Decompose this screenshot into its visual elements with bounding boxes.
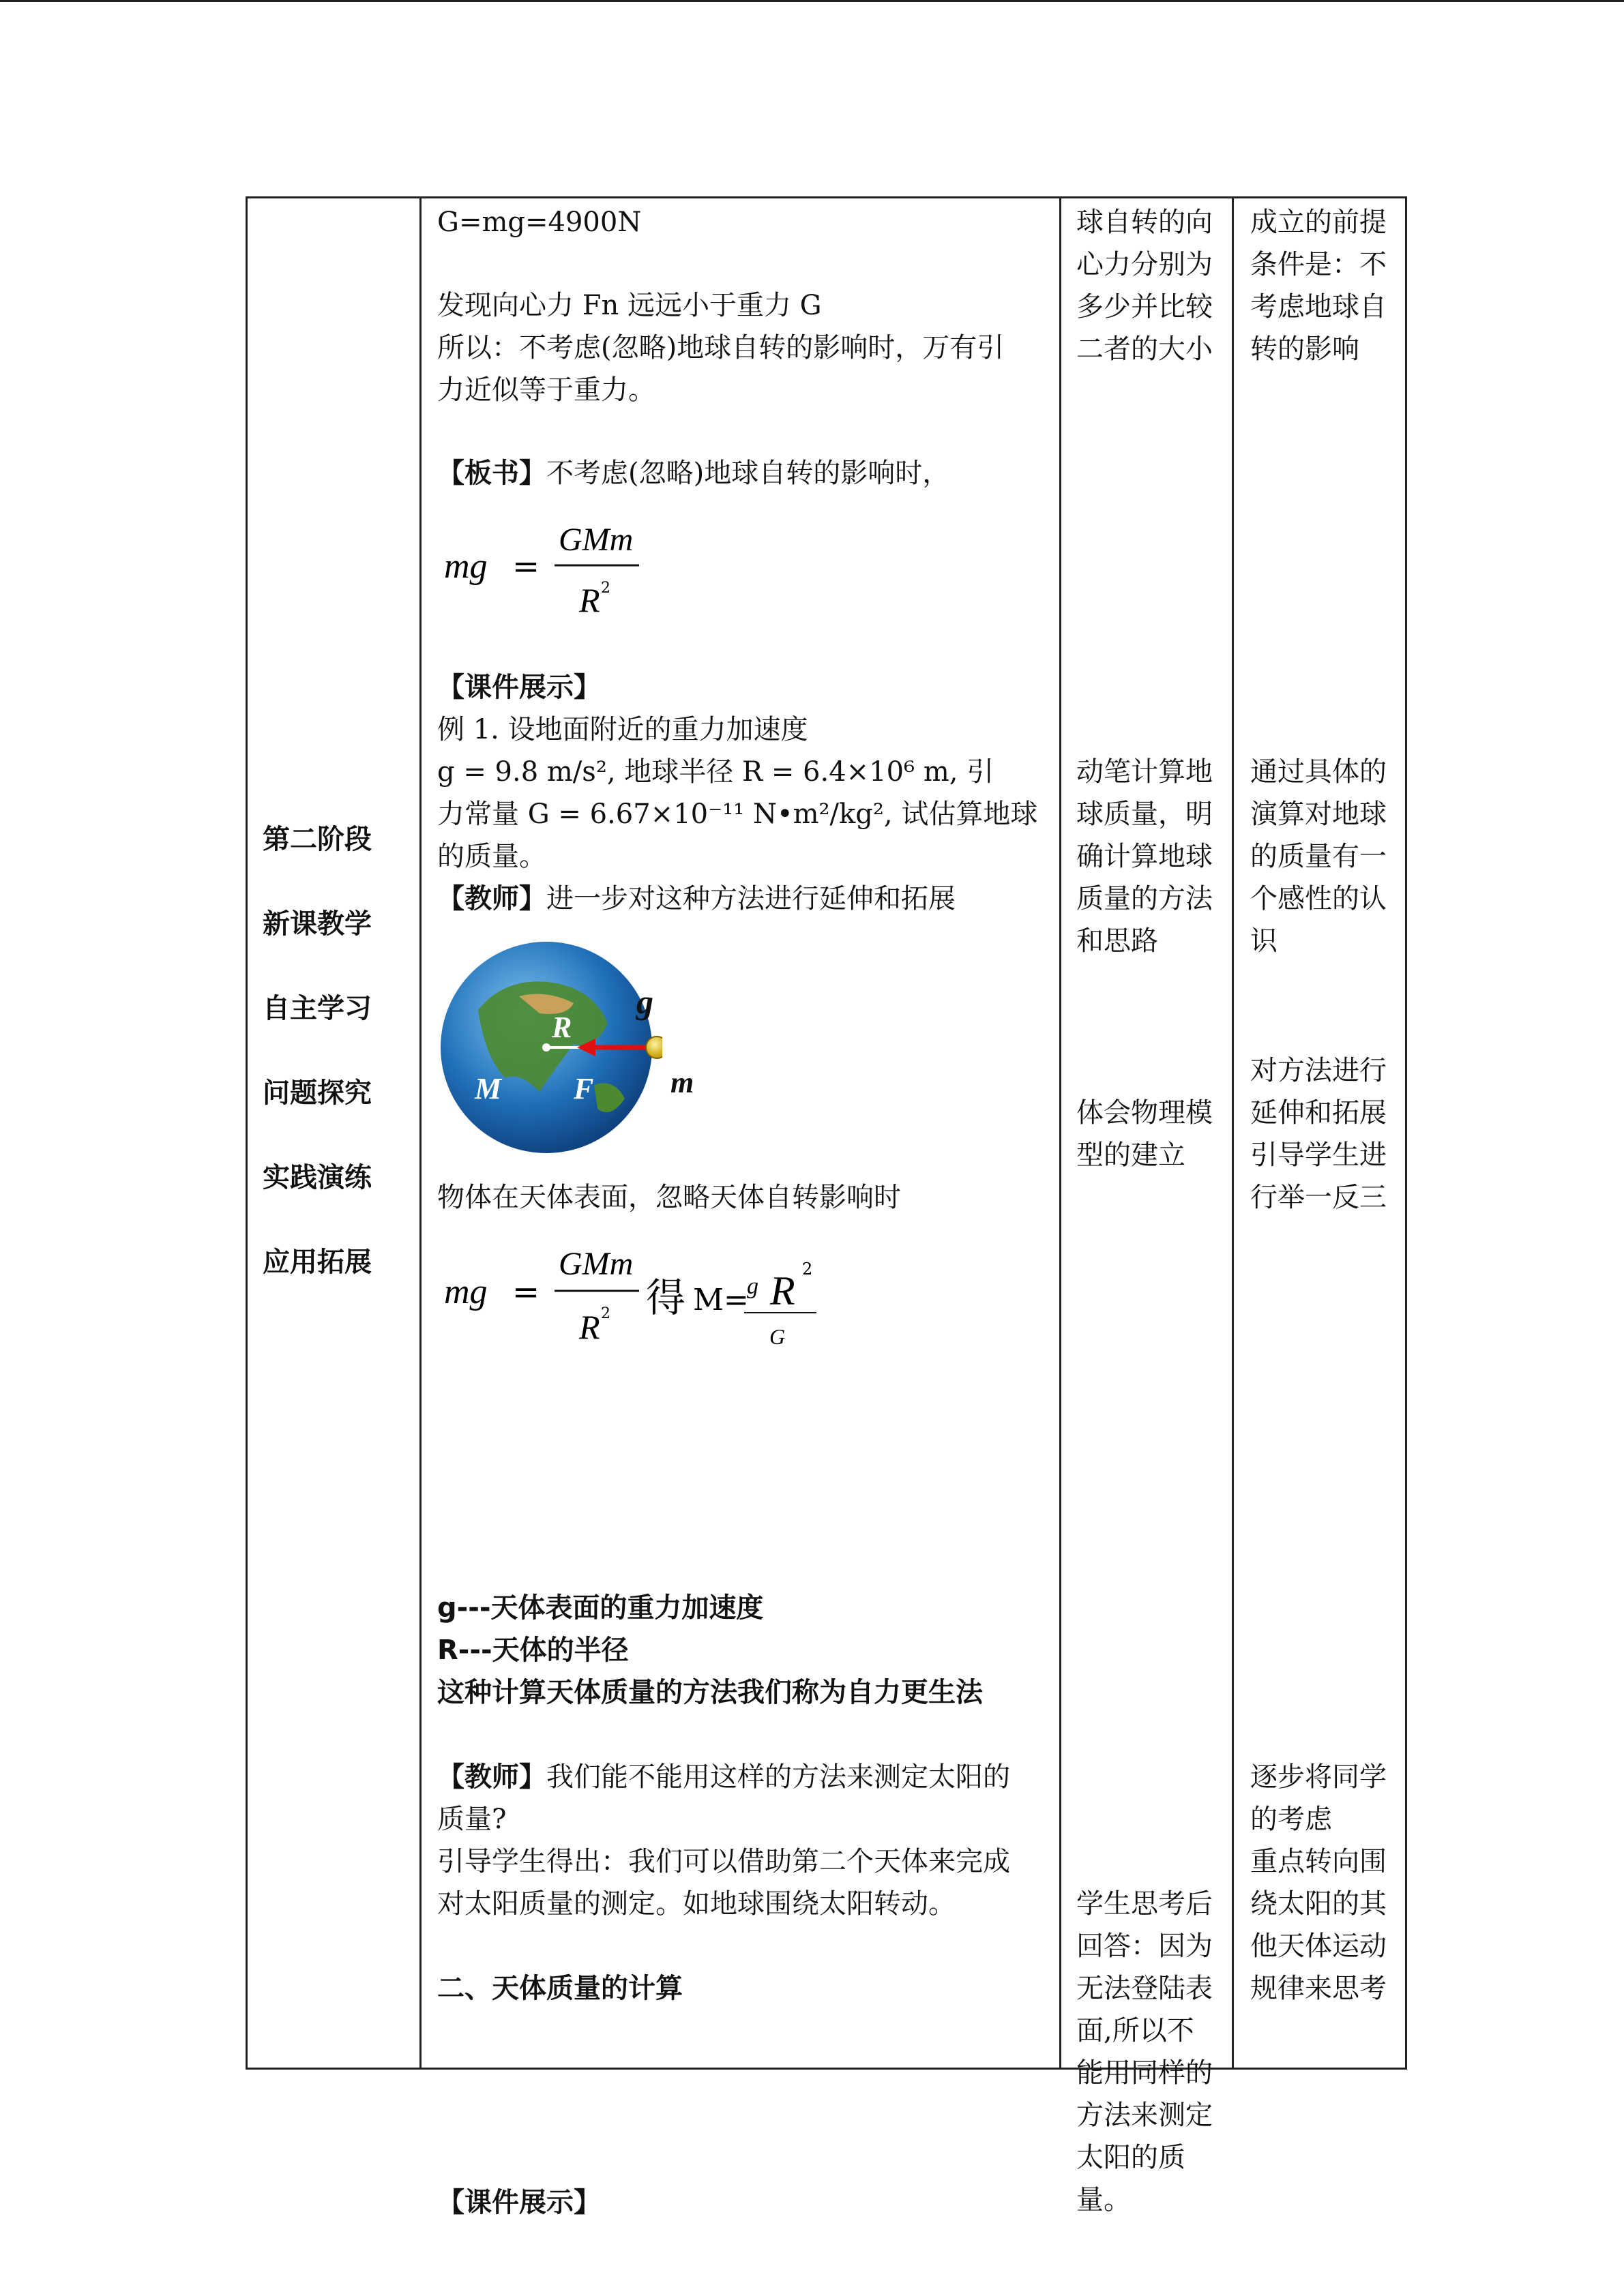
board-text: 不考虑(忽略)地球自转的影响时， xyxy=(546,458,950,489)
label-g: g xyxy=(636,983,653,1021)
formula-lhs: mg xyxy=(444,1272,488,1311)
example-line: 的质量。 xyxy=(437,841,546,872)
formula-numerator: GMm xyxy=(559,522,634,558)
formula-lhs: mg xyxy=(444,547,488,586)
cell-line: 质量的方法 xyxy=(1076,883,1213,914)
mass-ball xyxy=(646,1037,662,1058)
formula-G: G xyxy=(769,1324,786,1349)
label-mass-m: m xyxy=(670,1066,694,1099)
formula-M-equals: M= xyxy=(693,1283,749,1317)
cell-line: 规律来思考 xyxy=(1250,1973,1387,2004)
label-radius: R xyxy=(552,1011,572,1044)
design-intent-block xyxy=(1250,751,1400,962)
cell-line: 演算对地球 xyxy=(1250,799,1387,830)
stage-label: 问题探究 xyxy=(263,1077,372,1109)
cell-line: 的考虑 xyxy=(1250,1804,1332,1835)
cell-line: 个感性的认 xyxy=(1250,883,1387,914)
cell-line: 能用同样的 xyxy=(1076,2057,1213,2089)
cell-line: 考虑地球自 xyxy=(1250,291,1387,323)
cell-line: 绕太阳的其 xyxy=(1250,1888,1387,1920)
cell-line: 多少并比较 xyxy=(1076,291,1213,323)
formula-mass-expression xyxy=(437,1235,860,1358)
cell-line: 成立的前提 xyxy=(1250,207,1387,238)
cell-line: 回答：因为 xyxy=(1076,1930,1213,1962)
definition-line: 这种计算天体质量的方法我们称为自力更生法 xyxy=(437,1677,983,1708)
cell-line: 量。 xyxy=(1076,2184,1131,2216)
column-divider xyxy=(419,198,422,2068)
definition-line: R---天体的半径 xyxy=(437,1635,629,1666)
board-tag: 【板书】 xyxy=(437,458,546,489)
cell-line: 延伸和拓展 xyxy=(1250,1097,1387,1129)
design-intent-block xyxy=(1250,1049,1400,1219)
student-activity-block xyxy=(1076,1883,1226,2221)
teacher-line xyxy=(437,878,956,920)
formula-denominator: R xyxy=(579,581,600,619)
board-line xyxy=(437,452,949,494)
formula-denominator: R xyxy=(579,1308,600,1346)
lesson-plan-table xyxy=(246,196,1407,2218)
label-mass-M: M xyxy=(475,1072,502,1105)
teacher-tag: 【教师】 xyxy=(437,883,546,914)
example-line: 力常量 G = 6.67×10⁻¹¹ N•m²/kg², 试估算地球 xyxy=(437,799,1038,830)
teacher-text: 进一步对这种方法进行延伸和拓展 xyxy=(546,883,956,914)
example-line: 例 1. 设地面附近的重力加速度 xyxy=(437,714,808,745)
student-activity-block xyxy=(1076,1092,1226,1176)
cell-line: 逐步将同学 xyxy=(1250,1761,1387,1793)
cell-line: 的质量有一 xyxy=(1250,841,1387,872)
text-line: G=mg=4900N xyxy=(437,207,642,238)
formula-exponent: 2 xyxy=(601,580,610,597)
cell-line: 型的建立 xyxy=(1076,1139,1185,1171)
cell-line: 学生思考后 xyxy=(1076,1888,1213,1920)
definition-line: g---天体表面的重力加速度 xyxy=(437,1592,764,1624)
cell-line: 和思路 xyxy=(1076,925,1158,957)
top-border-line xyxy=(0,0,1624,2)
cell-line: 对方法进行 xyxy=(1250,1055,1387,1086)
cell-line: 太阳的质 xyxy=(1076,2142,1185,2173)
courseware-tag: 【课件展示】 xyxy=(437,2187,601,2218)
formula-g: g xyxy=(747,1274,758,1299)
text-line: 质量? xyxy=(437,1804,507,1835)
cell-line: 转的影响 xyxy=(1250,333,1359,365)
courseware-tag: 【课件展示】 xyxy=(437,672,601,703)
stage-column xyxy=(263,819,372,1326)
text-line: 对太阳质量的测定。如地球围绕太阳转动。 xyxy=(437,1888,956,1920)
formula-numerator: GMm xyxy=(559,1246,634,1282)
student-activity-block xyxy=(1076,751,1226,962)
label-force-F: F xyxy=(574,1072,594,1105)
example-line: g = 9.8 m/s², 地球半径 R = 6.4×10⁶ m, 引 xyxy=(437,756,994,788)
cell-line: 通过具体的 xyxy=(1250,756,1387,788)
formula-exponent: 2 xyxy=(601,1305,610,1322)
stage-label: 实践演练 xyxy=(263,1162,372,1193)
formula-equals: = xyxy=(512,1273,540,1311)
cell-line: 条件是：不 xyxy=(1250,249,1387,280)
cell-line: 球质量，明 xyxy=(1076,799,1213,830)
design-intent-block xyxy=(1250,201,1400,370)
text-line: 力近似等于重力。 xyxy=(437,374,655,406)
section-heading: 二、天体质量的计算 xyxy=(437,1973,683,2004)
stage-label: 应用拓展 xyxy=(263,1247,372,1278)
cell-line: 他天体运动 xyxy=(1250,1930,1387,1962)
cell-line: 确计算地球 xyxy=(1076,841,1213,872)
cell-line: 识 xyxy=(1250,925,1278,957)
center-point xyxy=(542,1043,550,1052)
cell-line: 体会物理模 xyxy=(1076,1097,1213,1129)
teacher-text: 我们能不能用这样的方法来测定太阳的 xyxy=(546,1761,1010,1793)
cell-line: 心力分别为 xyxy=(1076,249,1213,280)
text-line: 发现向心力 Fn 远远小于重力 G xyxy=(437,290,822,321)
text-line: 引导学生得出：我们可以借助第二个天体来完成 xyxy=(437,1846,1010,1877)
cell-line: 方法来测定 xyxy=(1076,2100,1213,2131)
column-divider xyxy=(1232,198,1234,2068)
stage-label: 自主学习 xyxy=(263,993,372,1024)
design-intent-block xyxy=(1250,1756,1400,2010)
cell-line: 无法登陆表 xyxy=(1076,1973,1213,2004)
teacher-tag: 【教师】 xyxy=(437,1761,546,1793)
formula-de: 得 xyxy=(646,1274,686,1321)
stage-label: 第二阶段 xyxy=(263,824,372,855)
formula-mg-gmm-r2 xyxy=(437,512,662,628)
surface-line: 物体在天体表面，忽略天体自转影响时 xyxy=(437,1182,901,1213)
student-activity-block xyxy=(1076,201,1226,370)
cell-line: 重点转向围 xyxy=(1250,1846,1387,1877)
formula-equals: = xyxy=(512,548,540,586)
text-line: 所以：不考虑(忽略)地球自转的影响时，万有引 xyxy=(437,332,1005,363)
cell-line: 动笔计算地 xyxy=(1076,756,1213,788)
teacher-line xyxy=(437,1756,1010,1798)
stage-label: 新课教学 xyxy=(263,908,372,940)
cell-line: 面,所以不 xyxy=(1076,2015,1194,2046)
cell-line: 球自转的向 xyxy=(1076,207,1213,238)
cell-line: 二者的大小 xyxy=(1076,333,1213,365)
formula-R-exponent: 2 xyxy=(802,1259,813,1279)
formula-R: R xyxy=(770,1268,795,1313)
cell-line: 行举一反三 xyxy=(1250,1182,1387,1213)
cell-line: 引导学生进 xyxy=(1250,1139,1387,1171)
column-divider xyxy=(1059,198,1061,2068)
earth-gravity-figure xyxy=(437,935,662,1160)
